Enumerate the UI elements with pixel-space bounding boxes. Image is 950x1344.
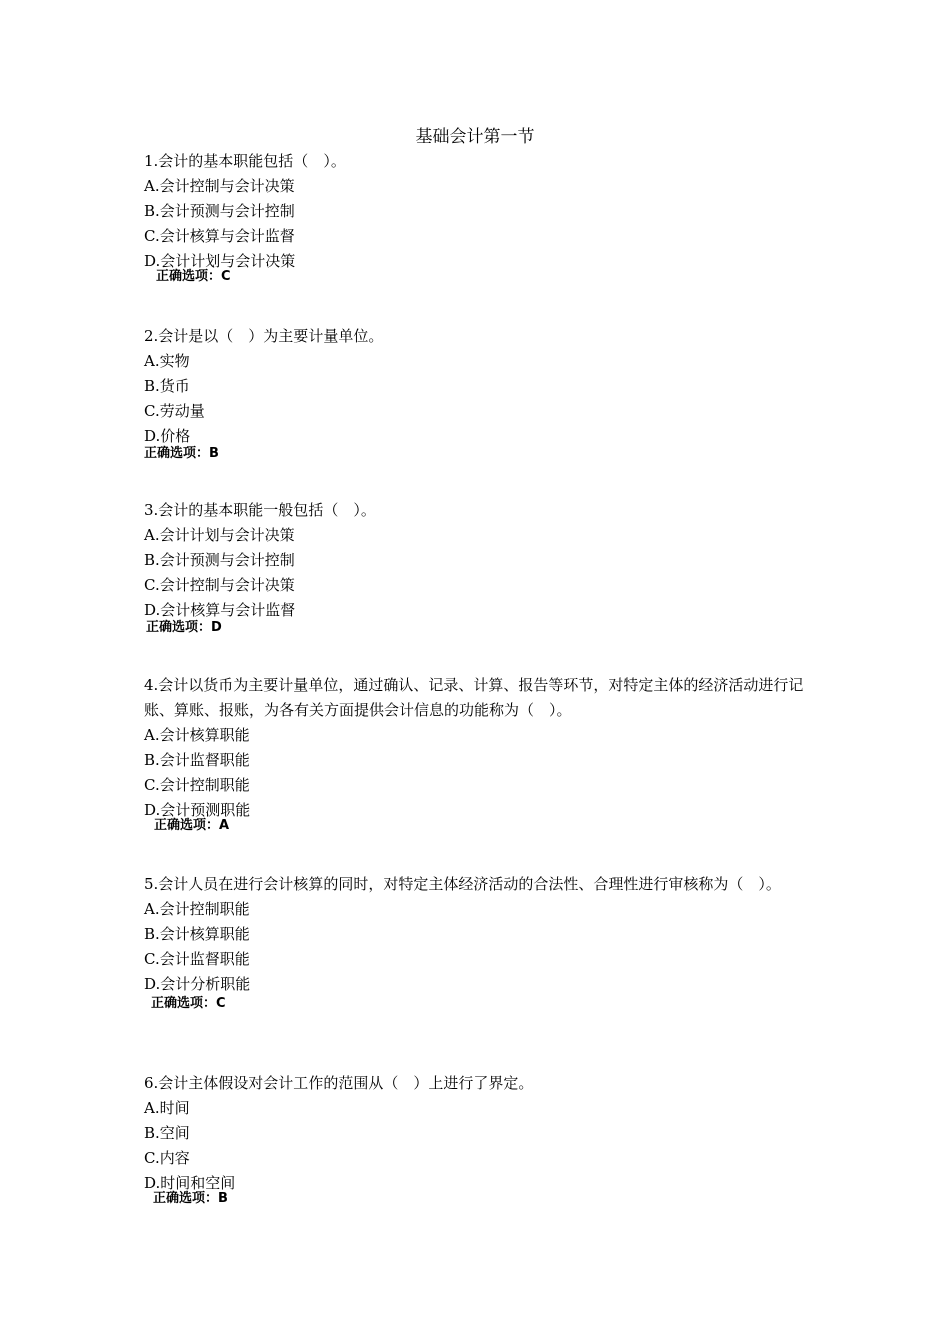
option-a: A.实物 — [144, 352, 190, 370]
option-a: A.时间 — [144, 1099, 190, 1117]
question-stem: 3.会计的基本职能一般包括（ ）。 — [144, 501, 376, 519]
option-a: A.会计核算职能 — [144, 726, 250, 744]
correct-answer: 正确选项：C — [156, 269, 231, 284]
option-b: B.会计预测与会计控制 — [144, 202, 295, 220]
question-stem: 5.会计人员在进行会计核算的同时，对特定主体经济活动的合法性、合理性进行审核称为（ ）。 — [144, 875, 781, 893]
option-b: B.会计预测与会计控制 — [144, 551, 295, 569]
question-stem: 2.会计是以（ ）为主要计量单位。 — [144, 327, 384, 345]
question-3 — [144, 498, 810, 637]
question-5 — [144, 872, 810, 1013]
option-c: C.会计监督职能 — [144, 950, 250, 968]
option-c: C.会计控制职能 — [144, 776, 250, 794]
option-d: D.时间和空间 — [144, 1174, 236, 1192]
correct-answer: 正确选项：C — [151, 996, 226, 1011]
option-d: D.会计预测职能 — [144, 801, 251, 819]
option-a: A.会计控制与会计决策 — [144, 177, 295, 195]
page-title: 基础会计第一节 — [415, 127, 535, 147]
option-d: D.会计核算与会计监督 — [144, 601, 296, 619]
question-4 — [144, 673, 810, 835]
question-stem: 6.会计主体假设对会计工作的范围从（ ）上进行了界定。 — [144, 1074, 534, 1092]
correct-answer: 正确选项：D — [146, 620, 222, 635]
option-b: B.会计监督职能 — [144, 751, 250, 769]
question-6 — [144, 1071, 810, 1208]
option-b: B.货币 — [144, 377, 190, 395]
correct-answer: 正确选项：B — [153, 1191, 228, 1206]
question-2 — [144, 324, 810, 463]
option-d: D.价格 — [144, 427, 191, 445]
option-c: C.内容 — [144, 1149, 190, 1167]
question-1 — [144, 149, 810, 286]
option-b: B.空间 — [144, 1124, 190, 1142]
option-c: C.劳动量 — [144, 402, 205, 420]
question-stem: 4.会计以货币为主要计量单位，通过确认、记录、计算、报告等环节，对特定主体的经济活动进行记账、算账、报账，为各有关方面提供会计信息的功能称为（ ）。 — [144, 676, 804, 719]
question-stem: 1.会计的基本职能包括（ ）。 — [144, 152, 346, 170]
option-a: A.会计计划与会计决策 — [144, 526, 295, 544]
option-a: A.会计控制职能 — [144, 900, 250, 918]
option-d: D.会计分析职能 — [144, 975, 251, 993]
option-d: D.会计计划与会计决策 — [144, 252, 296, 270]
option-c: C.会计控制与会计决策 — [144, 576, 295, 594]
correct-answer: 正确选项：A — [154, 818, 230, 833]
correct-answer: 正确选项：B — [144, 446, 219, 461]
option-b: B.会计核算职能 — [144, 925, 250, 943]
option-c: C.会计核算与会计监督 — [144, 227, 295, 245]
